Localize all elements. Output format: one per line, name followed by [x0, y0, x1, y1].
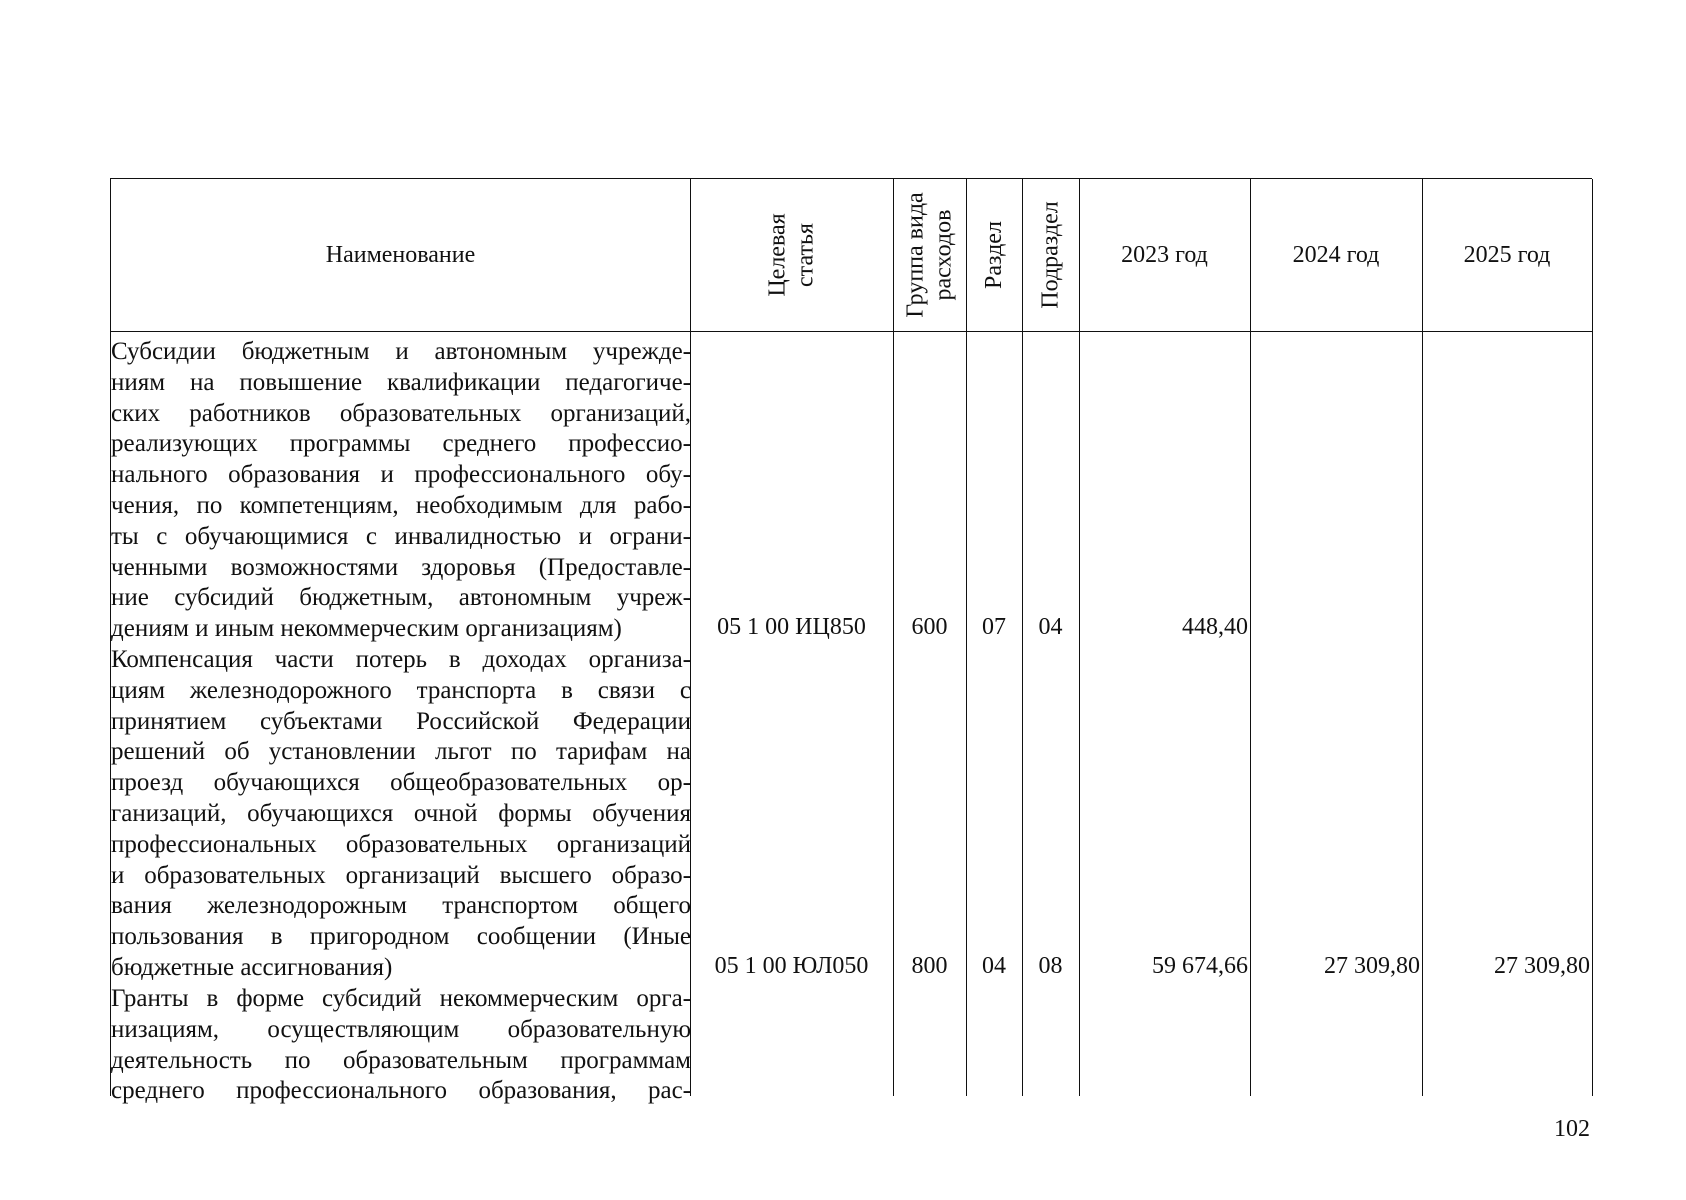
header-expense-group-label [902, 192, 958, 317]
section-cell: 07 [982, 614, 1006, 640]
name-line: проезд обучающихся общеобразовательных ор- [111, 769, 691, 797]
name-line: среднего профессионального образования, рас- [111, 1077, 691, 1105]
name-line: и образовательных организаций высшего образо- [111, 861, 691, 889]
header-target-article [690, 179, 893, 331]
amount-2023-cell: 59 674,66 [1152, 953, 1248, 979]
table-row-name [111, 645, 691, 984]
name-line: реализующих программы среднего профессио- [111, 430, 691, 458]
name-line: решений об установлении льгот по тарифам на [111, 738, 691, 766]
name-line: низациям, осуществляющим образовательную [111, 1015, 691, 1043]
header-subsection-label: Подраздел [1037, 201, 1064, 309]
amount-2024-cell: 27 309,80 [1324, 953, 1420, 979]
header-target-article-line: статья [792, 223, 819, 287]
header-expense-group-line: Группа вида [902, 192, 929, 318]
header-section [966, 179, 1022, 331]
name-line: ниям на повышение квалификации педагогиче- [111, 368, 691, 396]
name-line: принятием субъектами Российской Федерации [111, 707, 691, 735]
name-line: ние субсидий бюджетным, автономным учреж- [111, 584, 691, 612]
header-2023 [1079, 179, 1250, 331]
name-line: вания железнодорожным транспортом общего [111, 892, 691, 920]
name-line: Гранты в форме субсидий некоммерческим орга- [111, 985, 691, 1012]
header-section-label: Раздел [981, 221, 1008, 289]
header-divider [111, 331, 1592, 332]
name-line: дениям и иным некоммерческим организациям) [111, 615, 622, 643]
name-line: ченными возможностями здоровья (Предоставле- [111, 553, 691, 581]
header-name [111, 179, 690, 331]
target-article-cell: 05 1 00 ИЦ850 [717, 614, 866, 640]
header-2025 [1422, 179, 1592, 331]
header-expense-group [893, 179, 966, 331]
column-divider [1592, 179, 1593, 1096]
name-line: ты с обучающимися с инвалидностью и ограни- [111, 522, 691, 550]
amount-2023-cell: 448,40 [1182, 614, 1248, 640]
name-line: циям железнодорожного транспорта в связи с [111, 676, 691, 704]
subsection-cell: 04 [1038, 614, 1063, 640]
name-line: деятельность по образовательным программам [111, 1046, 691, 1074]
name-line: бюджетные ассигнования) [111, 953, 393, 981]
name-line: пользования в пригородном сообщении (Иные [111, 923, 691, 951]
name-line: чения, по компетенциям, необходимым для рабо- [111, 491, 691, 519]
header-2024-label: 2024 год [1292, 241, 1380, 268]
name-line: ских работников образовательных организаций, [111, 399, 691, 427]
expense-group-cell: 800 [911, 953, 948, 979]
expense-group-cell: 600 [911, 614, 948, 640]
header-2024 [1250, 179, 1422, 331]
name-line: профессиональных образовательных организаций [111, 830, 691, 858]
header-2023-label: 2023 год [1121, 241, 1208, 268]
header-2025-label: 2025 год [1463, 241, 1551, 268]
section-cell: 04 [982, 953, 1006, 979]
subsection-cell: 08 [1038, 953, 1063, 979]
name-line: Субсидии бюджетным и автономным учрежде- [111, 338, 691, 365]
budget-table [110, 178, 1592, 1105]
amount-2025-cell: 27 309,80 [1494, 953, 1590, 979]
page-number: 102 [1554, 1116, 1590, 1142]
header-expense-group-line: расходов [930, 209, 957, 301]
table-row-name [111, 337, 691, 645]
name-line: нального образования и профессионального обу- [111, 461, 691, 489]
name-line: ганизаций, обучающихся очной формы обучения [111, 799, 691, 827]
header-name-label: Наименование [325, 241, 476, 268]
target-article-cell: 05 1 00 ЮЛ050 [714, 953, 869, 979]
name-line: Компенсация части потерь в доходах организа- [111, 646, 691, 673]
header-subsection [1022, 179, 1079, 331]
table-row-name [111, 984, 691, 1107]
header-target-article-label [763, 213, 819, 296]
header-target-article-line: Целевая [764, 213, 791, 297]
